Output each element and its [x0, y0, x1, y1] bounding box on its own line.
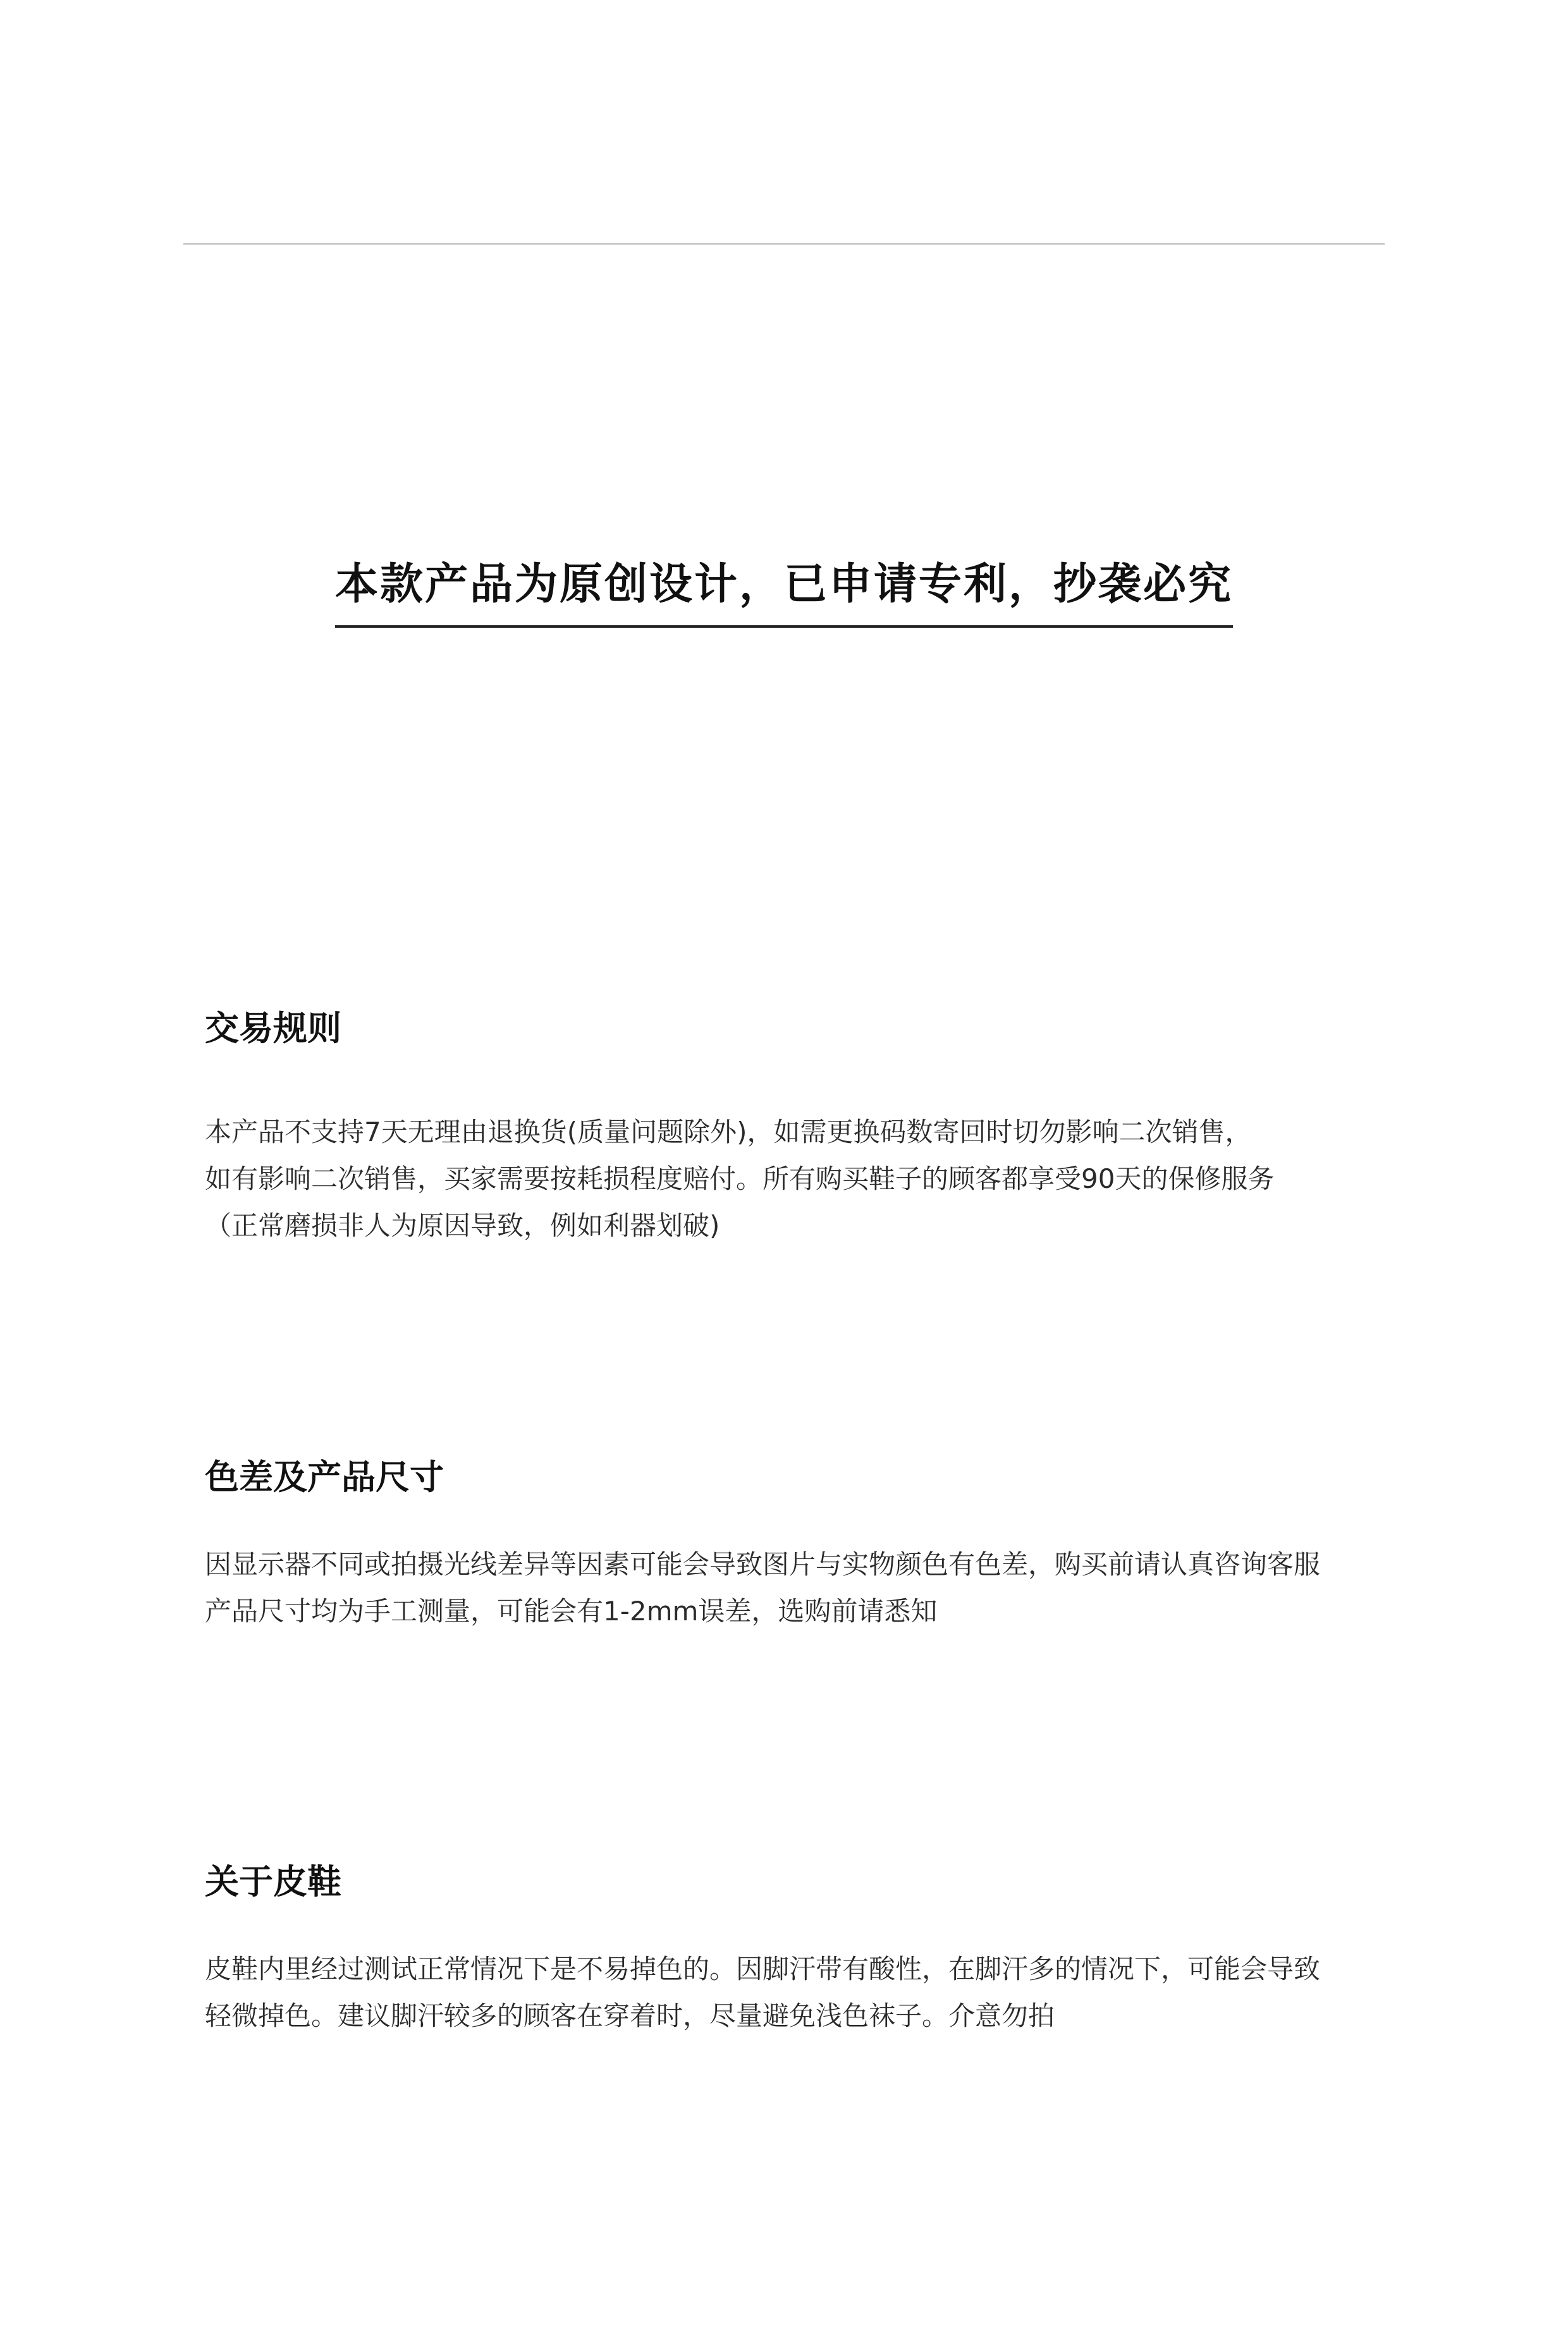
headline-container: [0, 550, 1568, 628]
body-line: 因显示器不同或拍摄光线差异等因素可能会导致图片与实物颜色有色差，购买前请认真咨询客服: [205, 1549, 1321, 1580]
body-line: 本产品不支持7天无理由退换货(质量问题除外)，如需更换码数寄回时切勿影响二次销售，: [205, 1116, 1252, 1147]
body-line: （正常磨损非人为原因导致，例如利器划破): [205, 1210, 720, 1241]
body-line: 皮鞋内里经过测试正常情况下是不易掉色的。因脚汗带有酸性，在脚汗多的情况下，可能会导致: [205, 1953, 1321, 1984]
section-about-leather-shoes: [205, 1862, 1406, 2039]
section-trade-rules: [205, 1008, 1406, 1249]
page-headline: 本款产品为原创设计，已申请专利，抄袭必究: [335, 550, 1233, 628]
section-title-color-and-size: 色差及产品尺寸: [205, 1457, 444, 1497]
section-color-and-size: [205, 1457, 1406, 1635]
body-line: 产品尺寸均为手工测量，可能会有1-2mm误差，选购前请悉知: [205, 1596, 938, 1627]
section-body-color-and-size: [205, 1541, 1406, 1635]
section-body-trade-rules: [205, 1109, 1406, 1249]
top-divider: [183, 243, 1385, 245]
section-body-about-leather-shoes: [205, 1946, 1406, 2039]
body-line: 轻微掉色。建议脚汗较多的顾客在穿着时，尽量避免浅色袜子。介意勿拍: [205, 2000, 1055, 2031]
section-title-about-leather-shoes: 关于皮鞋: [205, 1862, 341, 1902]
body-line: 如有影响二次销售，买家需要按耗损程度赔付。所有购买鞋子的顾客都享受90天的保修服务: [205, 1163, 1275, 1194]
section-title-trade-rules: 交易规则: [205, 1008, 341, 1048]
